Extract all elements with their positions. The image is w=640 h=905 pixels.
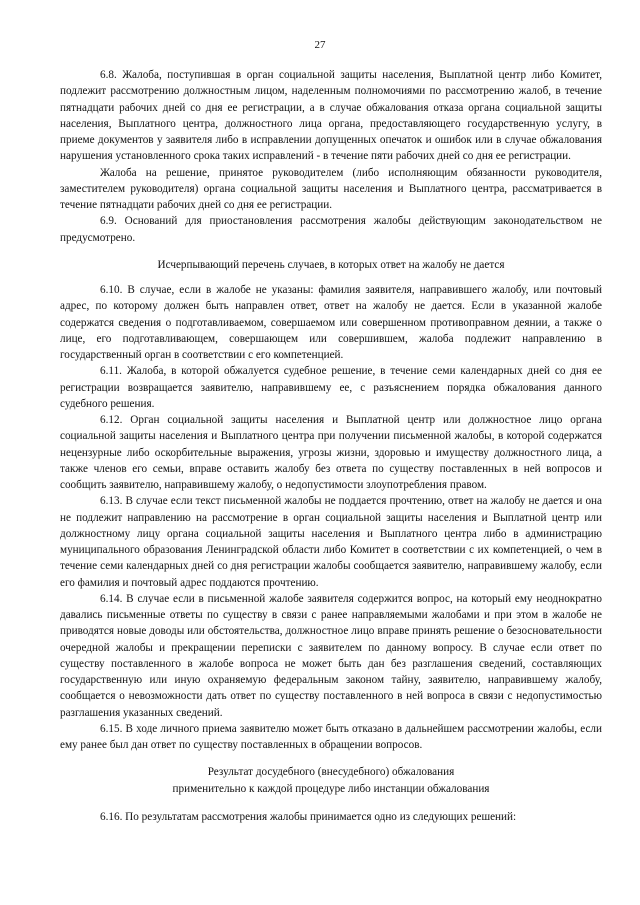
paragraph-complaint-on-decision: Жалоба на решение, принятое руководителем (либо исполняющим обязанности руководителя, заместителем руководителя) органа социальной защиты населения и Выплатного центра, рассматривается в течение пятнадцати рабочих дней со дня ее регистрации.: [60, 166, 602, 211]
paragraph-6-16: 6.16. По результатам рассмотрения жалобы принимается одно из следующих решений:: [100, 810, 517, 823]
paragraph-6-10: 6.10. В случае, если в жалобе не указаны: фамилия заявителя, направившего жалобу, или почтовый адрес, по которому должен быть направлен ответ, ответ на жалобу не дается. Если в указанной жалобе содержатся сведения о подготавливаемом, совершаемом или совершенном противоправном деянии, а также о лице, его подготавливающем, совершающем или совершившем, жалоба подлежит направлению в государственный орган в соответствии с его компетенцией.: [60, 284, 602, 361]
section-heading-no-answer-cases: Исчерпывающий перечень случаев, в которых ответ на жалобу не дается: [157, 258, 505, 271]
page-content: [60, 67, 602, 825]
paragraph-6-12: 6.12. Орган социальной защиты населения и Выплатной центр или должностное лицо органа социальной защиты населения и Выплатного центра при получении письменной жалобы, в которой содержатся нецензурные либо оскорбительные выражения, угрозы жизни, здоровью и имуществу должностного лица, а также членов его семьи, вправе оставить жалобу без ответа по существу поставленных в ней вопросов и сообщить заявителю, направившему жалобу, о недопустимости злоупотребления правом.: [60, 414, 602, 491]
page-number: 27: [314, 39, 326, 51]
paragraph-6-14: 6.14. В случае если в письменной жалобе заявителя содержится вопрос, на который ему неоднократно давались письменные ответы по существу в связи с ранее направляемыми жалобами и при этом в жалобе не приводятся новые доводы или обстоятельства, должностное лицо вправе принять решение о безосновательности очередной жалобы и прекращении переписки с заявителем по данному вопросу. В случае если ответ по существу поставленного в жалобе вопроса не может быть дан без разглашения сведений, составляющих государственную или иную охраняемую федеральным законом тайну, заявителю, направившему жалобу, сообщается о невозможности дать ответ по существу поставленного в ней вопроса в связи с недопустимостью разглашения указанных сведений.: [60, 592, 602, 719]
paragraph-6-11: 6.11. Жалоба, в которой обжалуется судебное решение, в течение семи календарных дней со дня ее регистрации возвращается заявителю, направившему ее, с разъяснением порядка обжалования данного судебного решения.: [60, 365, 602, 410]
paragraph-6-8: 6.8. Жалоба, поступившая в орган социальной защиты населения, Выплатной центр либо Комитет, подлежит рассмотрению должностным лицом, наделенным полномочиями по рассмотрению жалоб, в течение пятнадцати рабочих дней со дня ее регистрации, а в случае обжалования отказа органа социальной защиты населения, Выплатного центра, должностного лица органа, предоставляющего государственную услугу, в приеме документов у заявителя либо в исправлении допущенных опечаток и ошибок или в случае обжалования нарушения установленного срока таких исправлений - в течение пяти рабочих дней со дня ее регистрации.: [60, 69, 602, 163]
paragraph-6-13: 6.13. В случае если текст письменной жалобы не поддается прочтению, ответ на жалобу не дается и она не подлежит направлению на рассмотрение в орган социальной защиты населения и Выплатной центр или должностному лицу органа социальной защиты населения и Выплатного центра либо в администрацию муниципального образования Ленинградской области либо Комитет в соответствии с их компетенцией, о чем в течение семи календарных дней со дня регистрации жалобы сообщается заявителю, направившему жалобу, если его фамилия и почтовый адрес поддаются прочтению.: [60, 495, 602, 589]
section-heading-result-line1: Результат досудебного (внесудебного) обжалования: [207, 766, 455, 779]
paragraph-6-15: 6.15. В ходе личного приема заявителю может быть отказано в дальнейшем рассмотрении жалобы, если ему ранее был дан ответ по существу поставленных в обращении вопросов.: [60, 722, 602, 751]
section-heading-result-line2: применительно к каждой процедуре либо инстанции обжалования: [172, 782, 490, 795]
paragraph-6-9: 6.9. Оснований для приостановления рассмотрения жалобы действующим законодательством не предусмотрено.: [60, 215, 602, 244]
